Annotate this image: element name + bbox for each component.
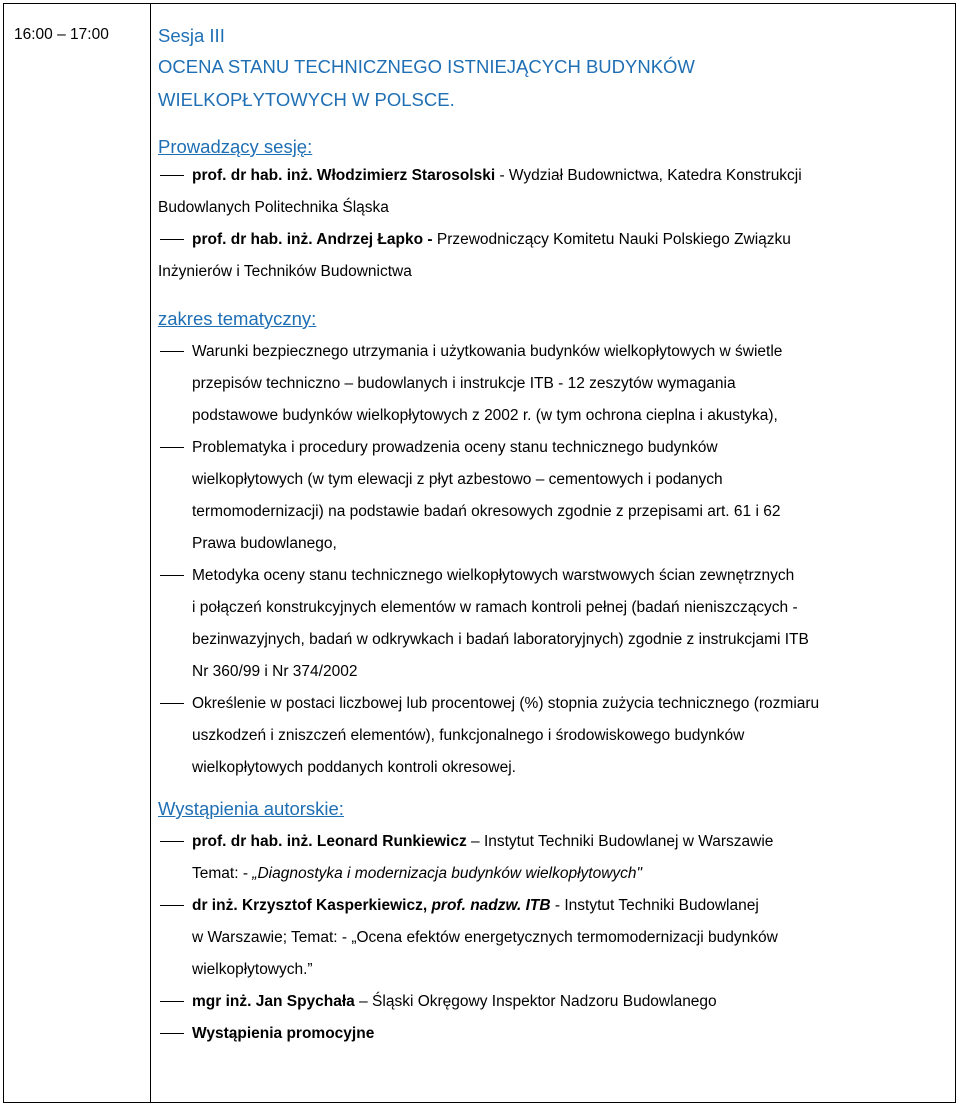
session-title xyxy=(158,50,954,116)
chairs-heading: Prowadzący sesję: xyxy=(158,136,313,157)
talk-item: prof. dr hab. inż. Leonard Runkiewicz – Instytut Techniki Budowlanej w Warszawie Temat: - „Diagnostyka i modernizacja budynków wielkopłytowych" xyxy=(158,826,954,890)
speaker-name: dr inż. Krzysztof Kasperkiewicz, xyxy=(192,897,432,914)
dash-bullet xyxy=(160,905,184,906)
chair-name: prof. dr hab. inż. Andrzej Łapko - xyxy=(192,231,437,248)
scope-heading: zakres tematyczny: xyxy=(158,308,317,329)
dash-bullet xyxy=(160,175,184,176)
chair-affiliation-cont: Inżynierów i Techników Budownictwa xyxy=(158,263,412,280)
chairs-list xyxy=(158,160,954,288)
dash-bullet xyxy=(160,703,184,704)
session-label: Sesja III xyxy=(158,25,225,46)
speaker-affiliation: – Śląski Okręgowy Inspektor Nadzoru Budowlanego xyxy=(354,993,717,1010)
chair-item-cont xyxy=(158,256,954,288)
session-content xyxy=(158,18,954,1050)
scope-item: Metodyka oceny stanu technicznego wielkopłytowych warstwowych ścian zewnętrznych i połączeń konstrukcyjnych elementów w ramach kontroli pełnej (badań nieniszczących - bezinwazyjnych, badań w odkrywkach i badań laboratoryjnych) zgodnie z instrukcjami ITB Nr 360/99 i Nr 374/2002 xyxy=(158,560,954,688)
chair-affiliation: Przewodniczący Komitetu Nauki Polskiego Związku xyxy=(436,231,791,248)
dash-bullet xyxy=(160,1001,184,1002)
chair-item-cont xyxy=(158,192,954,224)
session-title-line-1: OCENA STANU TECHNICZNEGO ISTNIEJĄCYCH BUDYNKÓW xyxy=(158,56,695,77)
dash-bullet xyxy=(160,1033,184,1034)
speaker-affiliation: - Instytut Techniki Budowlanej xyxy=(550,897,759,914)
dash-bullet xyxy=(160,841,184,842)
dash-bullet xyxy=(160,575,184,576)
chair-affiliation-cont: Budowlanych Politechnika Śląska xyxy=(158,199,389,216)
talk-topic: „Diagnostyka i modernizacja budynków wielkopłytowych" xyxy=(252,865,643,882)
session-time: 16:00 – 17:00 xyxy=(14,26,109,43)
chair-affiliation: - Wydział Budownictwa, Katedra Konstrukcji xyxy=(495,167,802,184)
dash-bullet xyxy=(160,447,184,448)
chair-item xyxy=(158,160,954,192)
talk-item xyxy=(158,1018,954,1050)
scope-item: Określenie w postaci liczbowej lub procentowej (%) stopnia zużycia technicznego (rozmiaru uszkodzeń i zniszczeń elementów), funkcjonalnego i środowiskowego budynków wielkopłytowych poddanych kontroli okresowej. xyxy=(158,688,954,784)
talk-item: dr inż. Krzysztof Kasperkiewicz, prof. nadzw. ITB - Instytut Techniki Budowlanej w Warszawie; Temat: - „Ocena efektów energetycznych termomodernizacji budynków wielkopłytowych.” xyxy=(158,890,954,986)
dash-bullet xyxy=(160,351,184,352)
session-title-line-2: WIELKOPŁYTOWYCH W POLSCE. xyxy=(158,89,455,110)
speaker-title: prof. nadzw. ITB xyxy=(431,897,551,914)
column-divider xyxy=(150,4,151,1102)
session-table xyxy=(3,3,956,1103)
scope-item: Warunki bezpiecznego utrzymania i użytkowania budynków wielkopłytowych w świetle przepisów techniczno – budowlanych i instrukcje ITB - 12 zeszytów wymagania podstawowe budynków wielkopłytowych z 2002 r. (w tym ochrona cieplna i akustyka), xyxy=(158,336,954,432)
talks-heading: Wystąpienia autorskie: xyxy=(158,798,344,819)
talk-item xyxy=(158,986,954,1018)
chair-item xyxy=(158,224,954,256)
talks-list xyxy=(158,822,954,1050)
speaker-name: mgr inż. Jan Spychała xyxy=(192,993,355,1010)
promo-talks-label: Wystąpienia promocyjne xyxy=(192,1025,375,1042)
scope-item: Problematyka i procedury prowadzenia oceny stanu technicznego budynków wielkopłytowych (w tym elewacji z płyt azbestowo – cementowych i podanych termomodernizacji) na podstawie badań okresowych zgodnie z przepisami art. 61 i 62 Prawa budowlanego, xyxy=(158,432,954,560)
speaker-name: prof. dr hab. inż. Leonard Runkiewicz xyxy=(192,833,467,850)
dash-bullet xyxy=(160,239,184,240)
scope-list xyxy=(158,332,954,784)
chair-name: prof. dr hab. inż. Włodzimierz Starosolski xyxy=(192,167,496,184)
speaker-affiliation: – Instytut Techniki Budowlanej w Warszawie xyxy=(466,833,774,850)
